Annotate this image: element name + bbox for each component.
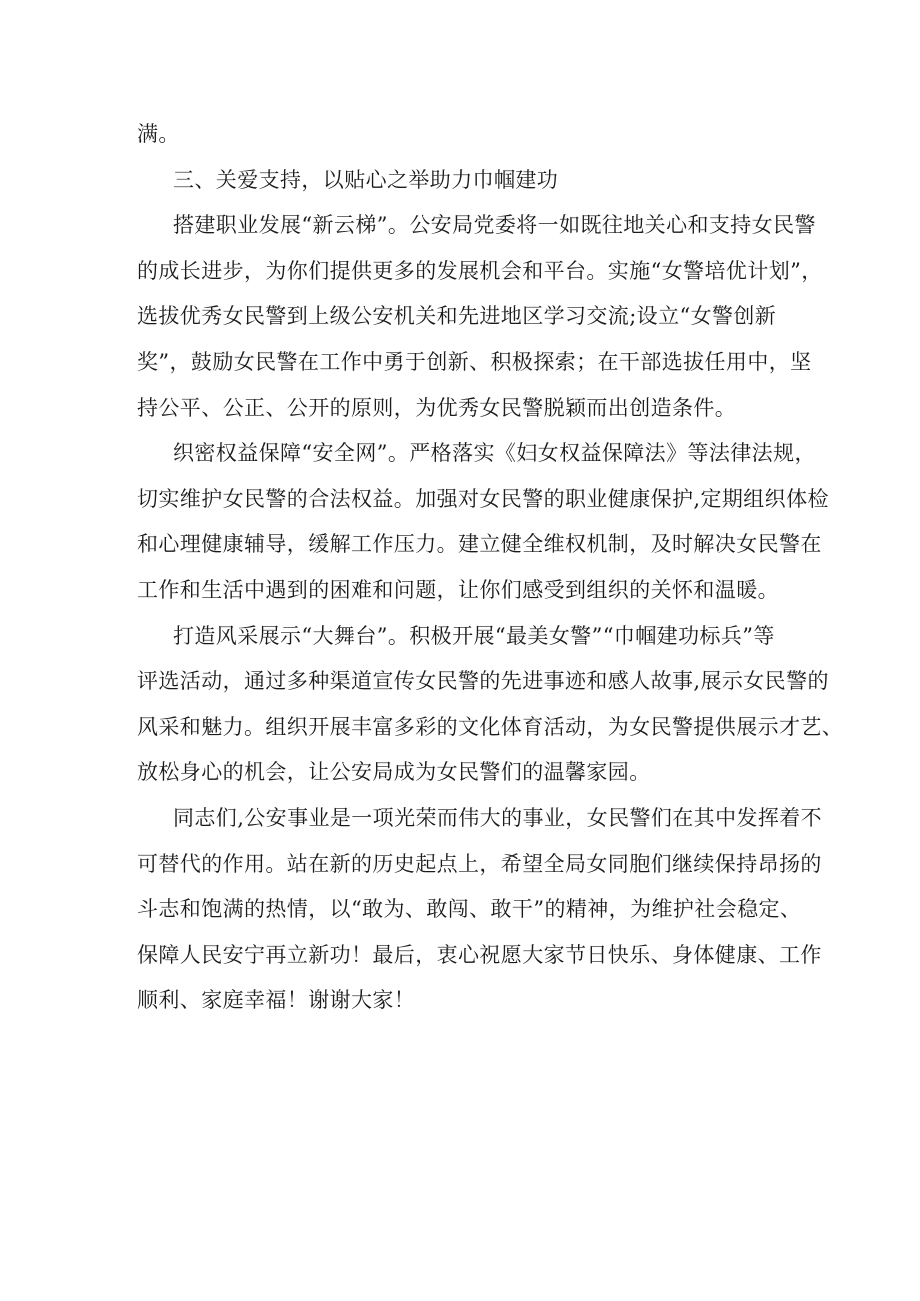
paragraph-rights-protection: [137, 431, 829, 613]
text-line: 奖”，鼓励女民警在工作中勇于创新、积极探索；在干部选拔任用中，坚: [137, 349, 812, 374]
text-line: 斗志和饱满的热情，以“敢为、敢闯、敢干”的精神，为维护社会稳定、: [137, 897, 802, 922]
paragraph-closing: [137, 796, 823, 1024]
text-line: 搭建职业发展“新云梯”。公安局党委将一如既往地关心和支持女民警: [173, 213, 816, 238]
text-line: 评选活动，通过多种渠道宣传女民警的先进事迹和感人故事,展示女民警的: [137, 669, 829, 694]
text-line: 打造风采展示“大舞台”。积极开展“最美女警”“巾帼建功标兵”等: [173, 623, 775, 648]
text-line: 选拔优秀女民警到上级公安机关和先进地区学习交流;设立“女警创新: [137, 304, 777, 329]
text-line: 工作和生活中遇到的困难和问题，让你们感受到组织的关怀和温暖。: [137, 577, 779, 602]
text-line: 织密权益保障“安全网”。严格落实《妇女权益保障法》等法律法规，: [173, 441, 816, 466]
text-line: 同志们,公安事业是一项光荣而伟大的事业，女民警们在其中发挥着不: [173, 805, 823, 830]
text-line: 和心理健康辅导，缓解工作压力。建立健全维权机制，及时解决女民警在: [137, 532, 822, 557]
text-line: 顺利、家庭幸福！谢谢大家！: [137, 988, 416, 1013]
section-heading: [137, 158, 797, 204]
text-line: 风采和魅力。组织开展丰富多彩的文化体育活动，为女民警提供展示才艺、: [137, 714, 844, 739]
text-line: 可替代的作用。站在新的历史起点上，希望全局女同胞们继续保持昂扬的: [137, 851, 822, 876]
text-line: 保障人民安宁再立新功！最后，衷心祝愿大家节日快乐、身体健康、工作: [137, 942, 822, 967]
paragraph-career-development: [137, 203, 823, 431]
text-line: 切实维护女民警的合法权益。加强对女民警的职业健康保护,定期组织体检: [137, 486, 829, 511]
heading-text: 三、关爱支持，以贴心之举助力巾帼建功: [173, 167, 559, 192]
text-line: 满。: [137, 122, 180, 146]
text-line: 放松身心的机会，让公安局成为女民警们的温馨家园。: [137, 760, 651, 785]
paragraph-showcase-stage: [137, 614, 844, 796]
text-line: 的成长进步，为你们提供更多的发展机会和平台。实施“女警培优计划”，: [137, 258, 823, 283]
text-line: 持公平、公正、公开的原则，为优秀女民警脱颖而出创造条件。: [137, 395, 737, 420]
document-body: [137, 112, 844, 1024]
paragraph-continuation: [137, 112, 797, 158]
